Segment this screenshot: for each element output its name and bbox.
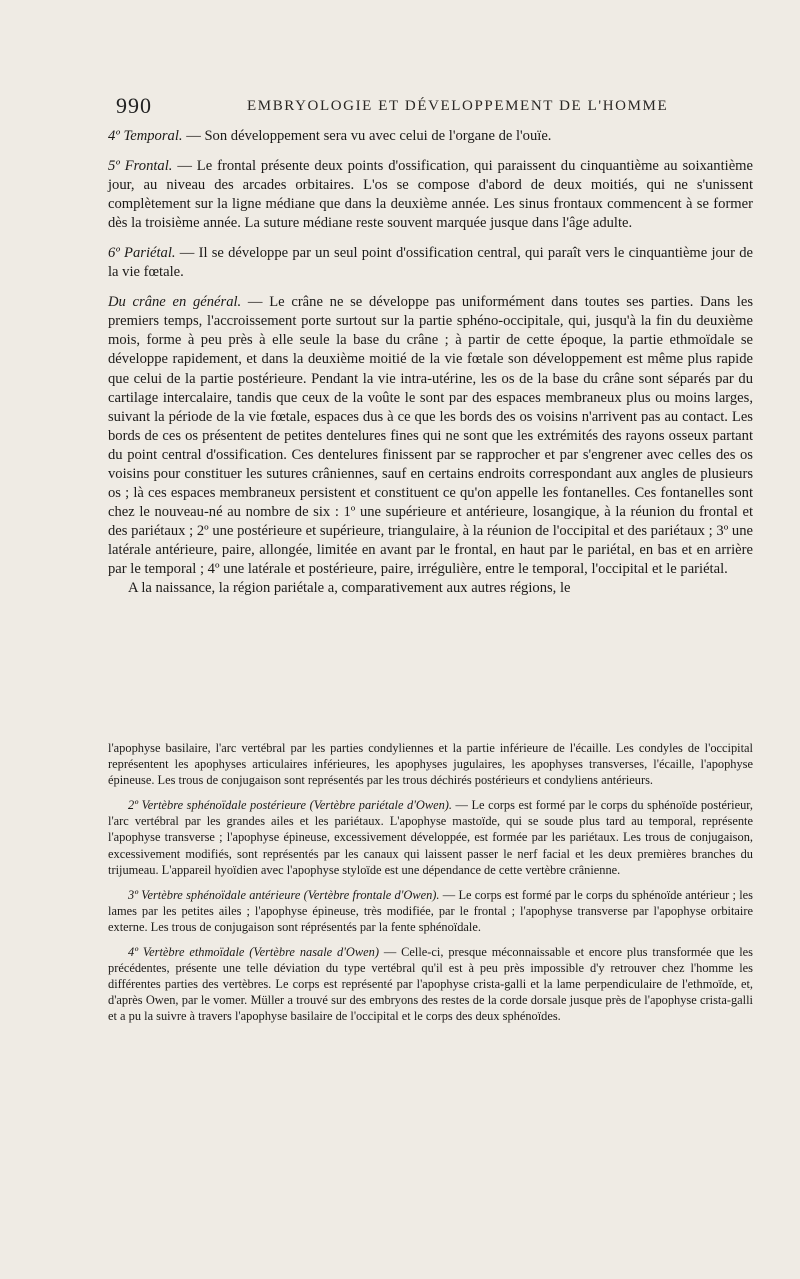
footnotes [108, 740, 753, 1025]
note-text: l'apophyse basilaire, l'arc vertébral par les parties condyliennes et la partie inférieure de l'écaille. Les condyles de l'occipital représentent les apophyses articulaires inférieures, les apophyses jugulaires, les apophyses transverses, l'écaille, l'apophyse épineuse. Les trous de conjugaison sont représentés par les trous déchirés postérieurs et condyliens antérieurs. [108, 741, 753, 788]
paragraph-naissance [108, 579, 753, 598]
running-head: EMBRYOLOGIE ET DÉVELOPPEMENT DE L'HOMME [247, 98, 669, 114]
note-vertebre-parietale [108, 797, 753, 877]
note-heading: 3º Vertèbre sphénoïdale antérieure (Vertèbre frontale d'Owen). [128, 887, 440, 902]
paragraph-frontal [108, 157, 753, 233]
paragraph-text: — Il se développe par un seul point d'ossification central, qui paraît vers le cinquantième jour de la vie fœtale. [108, 245, 753, 281]
note-text: — Celle-ci, presque méconnaissable et encore plus transformée que les précédentes, présente une telle déviation du type vertébral qu'il est à peu près impossible d'y retrouver chez l'homme les différentes parties des vertèbres. Le corps est représenté par l'apophyse crista-galli et la lame perpendiculaire de l'ethmoïde, et, d'après Owen, par le vomer. Müller a trouvé sur des embryons des restes de la corde dorsale jusque près de l'apophyse crista-galli et a pu la suivre à travers l'apophyse basilaire de l'occipital et le corps des deux sphénoïdes. [108, 945, 753, 1024]
note-text: — Le corps est formé par le corps du sphénoïde postérieur, l'arc vertébral par les grandes ailes et les pariétaux. L'apophyse mastoïde, qui se soude plus tard au temporal, représente l'apophyse transverse ; l'apophyse épineuse, excessivement développée, est formée par les pariétaux. Les trous de conjugaison, excessivement modifiés, sont représentés par les canaux qui laissent passer le nerf facial et les deux premières branches du trijumeau. L'appareil hyoïdien avec l'apophyse styloïde est une dépendance de cette vertèbre crânienne. [108, 798, 753, 877]
paragraph-parietal [108, 244, 753, 282]
note-text: — Le corps est formé par le corps du sphénoïde antérieur ; les lames par les petites ailes ; l'apophyse épineuse, très modifiée, par le frontal ; l'apophyse transverse par l'apophyse orbitaire externe. Les trous de conjugaison sont réprésentés par la fente sphénoïdale. [108, 887, 753, 934]
paragraph-temporal [108, 127, 753, 146]
page-header [52, 93, 752, 119]
note-vertebre-nasale [108, 944, 753, 1024]
paragraph-text: A la naissance, la région pariétale a, comparativement aux autres régions, le [128, 580, 571, 597]
page-number: 990 [116, 93, 152, 118]
paragraph-heading: 6º Pariétal. [108, 245, 176, 262]
paragraph-text: — Le frontal présente deux points d'ossification, qui paraissent du cinquantième au soixantième jour, au niveau des arcades orbitaires. L'os se compose d'abord de deux moitiés, qui ne s'unissent complètement sur la ligne médiane que dans la deuxième année. Les sinus frontaux commencent à se former dès la troisième année. La suture médiane reste souvent marquée jusque dans l'âge adulte. [108, 158, 753, 232]
note-heading: 2º Vertèbre sphénoïdale postérieure (Vertèbre pariétale d'Owen). [128, 798, 453, 813]
paragraph-heading: 5º Frontal. [108, 158, 173, 175]
paragraph-text: — Le crâne ne se développe pas uniformément dans toutes ses parties. Dans les premiers temps, l'accroissement porte surtout sur la partie sphéno-occipitale, qui, jusqu'à la fin du deuxième mois, forme à peu près à elle seule la base du crâne ; à partir de cette époque, la partie ethmoïdale se développe rapidement, et dans la deuxième moitié de la vie fœtale son développement est même plus rapide que celui de la partie postérieure. Pendant la vie intra-utérine, les os de la base du crâne sont séparés par du cartilage intercalaire, tandis que ceux de la voûte le sont par des espaces membraneux plus ou moins larges, suivant la période de la vie fœtale, espaces dus à ce que les bords des os voisins n'arrivent pas au contact. Les bords de ces os présentent de petites dentelures fines qui ne sont que les extrémités des rayons osseux partant du point central d'ossification. Ces dentelures finissent par se rapprocher et par s'engrener avec celles des os voisins pour constituer les sutures crâniennes, sauf en certains endroits correspondant aux angles de plusieurs os ; là ces espaces membraneux persistent et constituent ce qu'on appelle les fontanelles. Ces fontanelles sont chez le nouveau-né au nombre de six : 1º une supérieure et antérieure, losangique, à la réunion du frontal et des pariétaux ; 2º une postérieure et supérieure, triangulaire, à la réunion de l'occipital et des pariétaux ; 3º une latérale antérieure, paire, allongée, limitée en avant par le frontal, en haut par le pariétal, en bas et en arrière par le temporal ; 4º une latérale et postérieure, paire, irrégulière, entre le temporal, l'occipital et le pariétal. [108, 294, 754, 577]
paragraph-text: — Son développement sera vu avec celui de l'organe de l'ouïe. [182, 128, 552, 144]
paragraph-crane-general [108, 293, 753, 579]
note-heading: 4º Vertèbre ethmoïdale (Vertèbre nasale d'Owen) [128, 945, 379, 960]
note-occipital-continued [108, 740, 753, 788]
paragraph-heading: 4º Temporal. [108, 128, 183, 144]
paragraph-heading: Du crâne en général. [108, 294, 242, 311]
main-text [108, 127, 753, 598]
note-vertebre-frontale [108, 887, 753, 935]
